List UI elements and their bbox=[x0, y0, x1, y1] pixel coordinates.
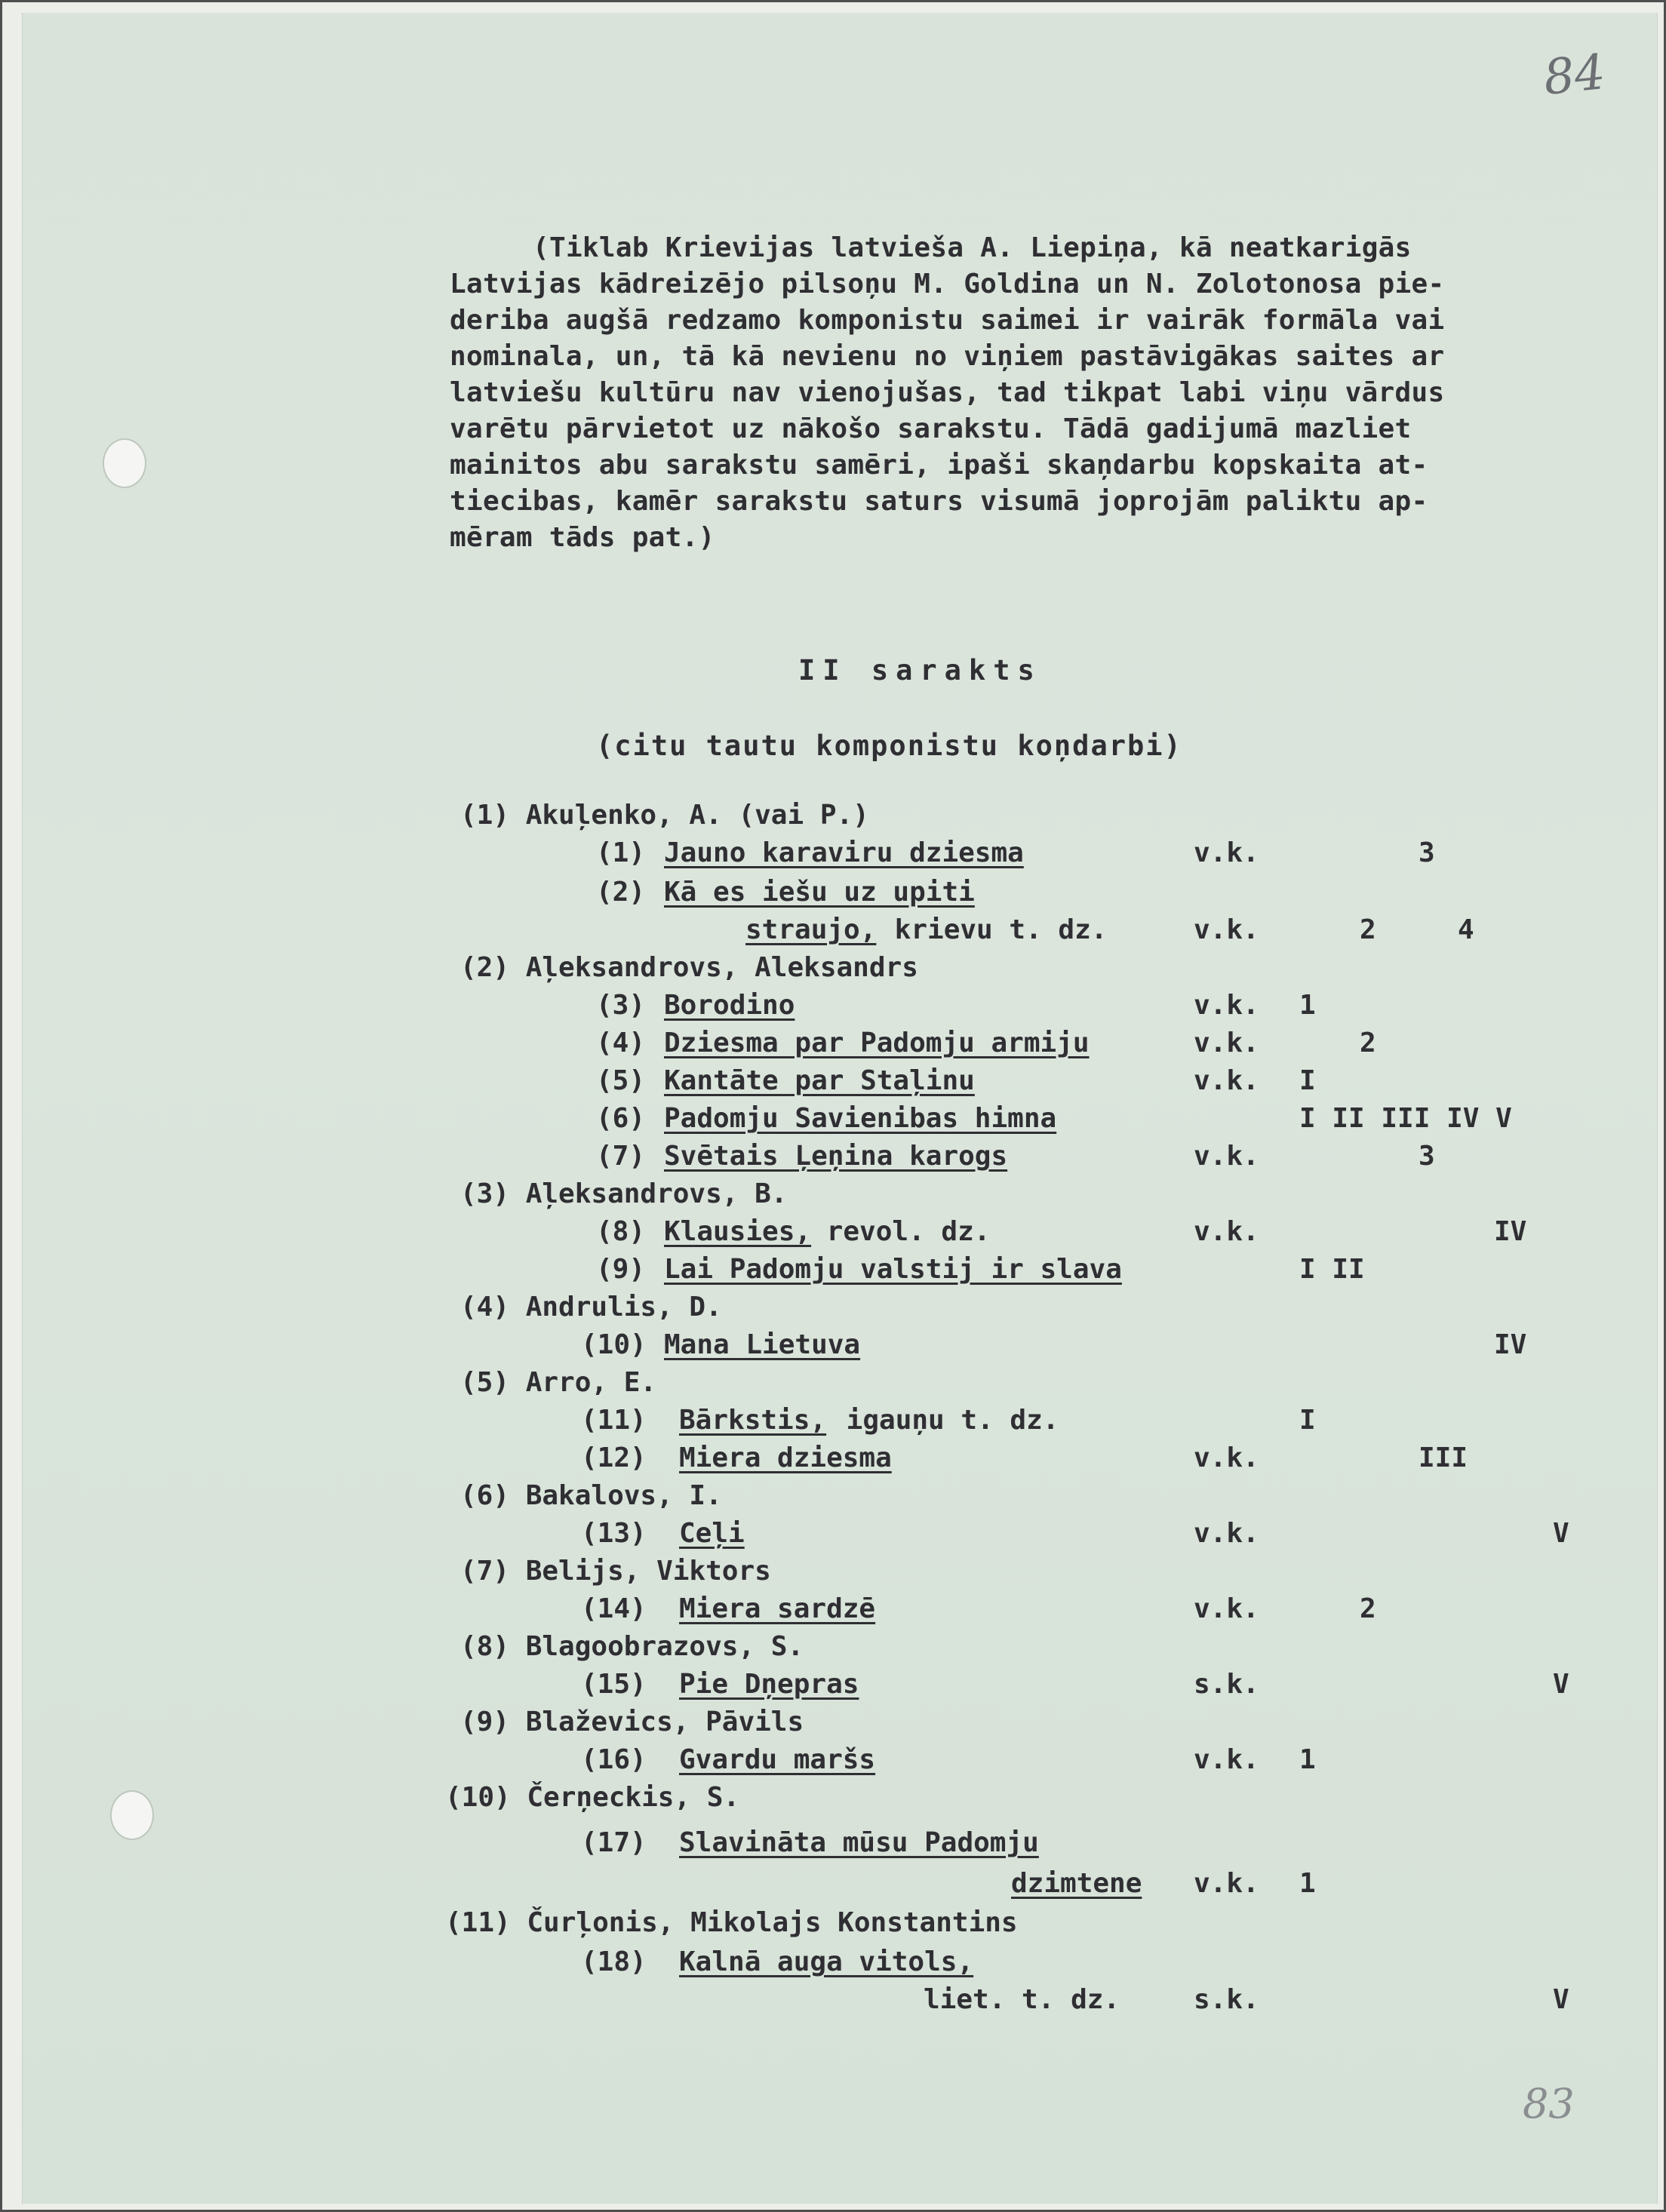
work-title: Borodino bbox=[664, 990, 795, 1021]
work-type: v.k. bbox=[1194, 1028, 1259, 1058]
work-title: Pie Dņepras bbox=[679, 1669, 859, 1700]
intro-line: varētu pārvietot uz nākošo sarakstu. Tādā gadijumā mazliet bbox=[450, 413, 1412, 444]
work-type: v.k. bbox=[1194, 1868, 1259, 1899]
work-number: (15) bbox=[581, 1669, 647, 1700]
work-marks: 2 bbox=[1360, 1593, 1376, 1624]
work-title: Dziesma par Padomju armiju bbox=[664, 1028, 1090, 1058]
composer-row: (7) Belijs, Viktors bbox=[460, 1556, 771, 1587]
work-number: (18) bbox=[581, 1946, 647, 1977]
work-number: (8) bbox=[596, 1216, 646, 1247]
work-title: Kā es iešu uz upiti bbox=[664, 877, 975, 908]
work-type: v.k. bbox=[1194, 1518, 1259, 1549]
work-title: Miera sardzē bbox=[679, 1593, 876, 1624]
work-type: v.k. bbox=[1194, 1065, 1259, 1096]
work-number: (14) bbox=[581, 1593, 647, 1624]
intro-paragraph bbox=[450, 230, 1597, 556]
work-marks: III bbox=[1419, 1442, 1468, 1473]
intro-line: mēram tāds pat.) bbox=[450, 522, 715, 553]
list-heading: II sarakts bbox=[798, 654, 1042, 687]
work-type: v.k. bbox=[1194, 1216, 1259, 1247]
work-note: igauņu t. dz. bbox=[830, 1405, 1059, 1436]
work-marks: I bbox=[1299, 1065, 1316, 1096]
work-number: (13) bbox=[581, 1518, 647, 1549]
work-marks: I II III IV V bbox=[1299, 1103, 1512, 1134]
work-title: Slavināta mūsu Padomju bbox=[679, 1827, 1039, 1858]
composer-row: (5) Arro, E. bbox=[460, 1367, 657, 1398]
work-type: v.k. bbox=[1194, 990, 1259, 1021]
work-title: Svētais Ļeņina karogs bbox=[664, 1141, 1008, 1172]
intro-line: (Tiklab Krievijas latvieša A. Liepiņa, kā neatkarigās bbox=[533, 232, 1412, 263]
punch-hole-top bbox=[103, 438, 146, 488]
composer-row: (6) Bakalovs, I. bbox=[460, 1480, 722, 1511]
work-marks: 1 bbox=[1299, 1744, 1316, 1775]
list-subheading: (citu tautu komponistu koņdarbi) bbox=[596, 730, 1182, 762]
composer-row: (8) Blagoobrazovs, S. bbox=[460, 1631, 804, 1662]
work-number: (2) bbox=[596, 877, 646, 908]
work-title: Ceļi bbox=[679, 1518, 745, 1549]
work-type: v.k. bbox=[1194, 1141, 1259, 1172]
work-type: v.k. bbox=[1194, 1744, 1259, 1775]
work-number: (1) bbox=[596, 837, 646, 868]
composer-row: (3) Aļeksandrovs, B. bbox=[460, 1178, 788, 1209]
composer-row: (11) Čurļonis, Mikolajs Konstantins bbox=[445, 1907, 1018, 1938]
work-number: (9) bbox=[596, 1254, 646, 1285]
composer-row: (1) Akuļenko, A. (vai P.) bbox=[460, 800, 869, 831]
work-number: (10) bbox=[581, 1329, 647, 1360]
work-number: (11) bbox=[581, 1405, 647, 1436]
work-title: straujo, bbox=[745, 914, 877, 945]
work-title: Klausies, bbox=[664, 1216, 812, 1247]
work-title: Kantāte par Staļinu bbox=[664, 1065, 975, 1096]
work-type: v.k. bbox=[1194, 914, 1259, 945]
work-note: revol. dz. bbox=[810, 1216, 991, 1247]
work-number: (5) bbox=[596, 1065, 646, 1096]
composer-row: (10) Čerņeckis, S. bbox=[445, 1782, 740, 1813]
intro-line: Latvijas kādreizējo pilsoņu M. Goldina un N. Zolotonosa pie- bbox=[450, 269, 1445, 300]
intro-line: tiecibas, kamēr sarakstu saturs visumā joprojām paliktu ap- bbox=[450, 486, 1428, 517]
work-title: Bārkstis, bbox=[679, 1405, 827, 1436]
work-marks: 1 bbox=[1299, 990, 1316, 1021]
work-marks: IV bbox=[1494, 1329, 1527, 1360]
intro-line: deriba augšā redzamo komponistu saimei ir vairāk formāla vai bbox=[450, 305, 1445, 336]
work-marks: 3 bbox=[1419, 837, 1435, 868]
intro-line: mainitos abu sarakstu samēri, ipaši skaņdarbu kopskaita at- bbox=[450, 450, 1428, 481]
composer-row: (4) Andrulis, D. bbox=[460, 1292, 722, 1323]
work-title: Padomju Savienibas himna bbox=[664, 1103, 1057, 1134]
work-marks: I II bbox=[1299, 1254, 1365, 1285]
work-title: Gvardu maršs bbox=[679, 1744, 876, 1775]
work-number: (16) bbox=[581, 1744, 647, 1775]
work-marks: IV bbox=[1494, 1216, 1527, 1247]
work-type: s.k. bbox=[1194, 1984, 1259, 2015]
work-note: krievu t. dz. bbox=[878, 914, 1108, 945]
work-number: (7) bbox=[596, 1141, 646, 1172]
page-number-handwritten-top: 84 bbox=[1541, 44, 1609, 107]
work-type: v.k. bbox=[1194, 1442, 1259, 1473]
work-marks: 1 bbox=[1299, 1868, 1316, 1899]
work-number: (17) bbox=[581, 1827, 647, 1858]
work-marks: 2 4 bbox=[1360, 914, 1474, 945]
work-marks: I bbox=[1299, 1405, 1316, 1436]
work-marks: 3 bbox=[1419, 1141, 1435, 1172]
work-title: Kalnā auga vitols, bbox=[679, 1946, 974, 1977]
work-type: s.k. bbox=[1194, 1669, 1259, 1700]
intro-line: latviešu kultūru nav vienojušas, tad tikpat labi viņu vārdus bbox=[450, 377, 1445, 408]
page-number-handwritten-bottom: 83 bbox=[1523, 2080, 1575, 2128]
work-title: Lai Padomju valstij ir slava bbox=[664, 1254, 1122, 1285]
work-number: (12) bbox=[581, 1442, 647, 1473]
composer-row: (9) Blaževics, Pāvils bbox=[460, 1707, 804, 1737]
work-marks: V bbox=[1553, 1518, 1569, 1549]
work-number: (3) bbox=[596, 990, 646, 1021]
work-type: v.k. bbox=[1194, 837, 1259, 868]
intro-line: nominala, un, tā kā nevienu no viņiem pastāvigākas saites ar bbox=[450, 341, 1445, 372]
work-number: (6) bbox=[596, 1103, 646, 1134]
work-title: Jauno karaviru dziesma bbox=[664, 837, 1024, 868]
document-page bbox=[22, 13, 1658, 2204]
work-title: Mana Lietuva bbox=[664, 1329, 861, 1360]
work-marks: V bbox=[1553, 1669, 1569, 1700]
composer-row: (2) Aļeksandrovs, Aleksandrs bbox=[460, 952, 918, 983]
work-marks: 2 bbox=[1360, 1028, 1376, 1058]
work-number: (4) bbox=[596, 1028, 646, 1058]
work-type: v.k. bbox=[1194, 1593, 1259, 1624]
work-note: liet. t. dz. bbox=[924, 1984, 1120, 2015]
work-title: Miera dziesma bbox=[679, 1442, 892, 1473]
work-marks: V bbox=[1553, 1984, 1569, 2015]
work-title: dzimtene bbox=[1011, 1868, 1142, 1899]
punch-hole-bottom bbox=[110, 1790, 154, 1840]
